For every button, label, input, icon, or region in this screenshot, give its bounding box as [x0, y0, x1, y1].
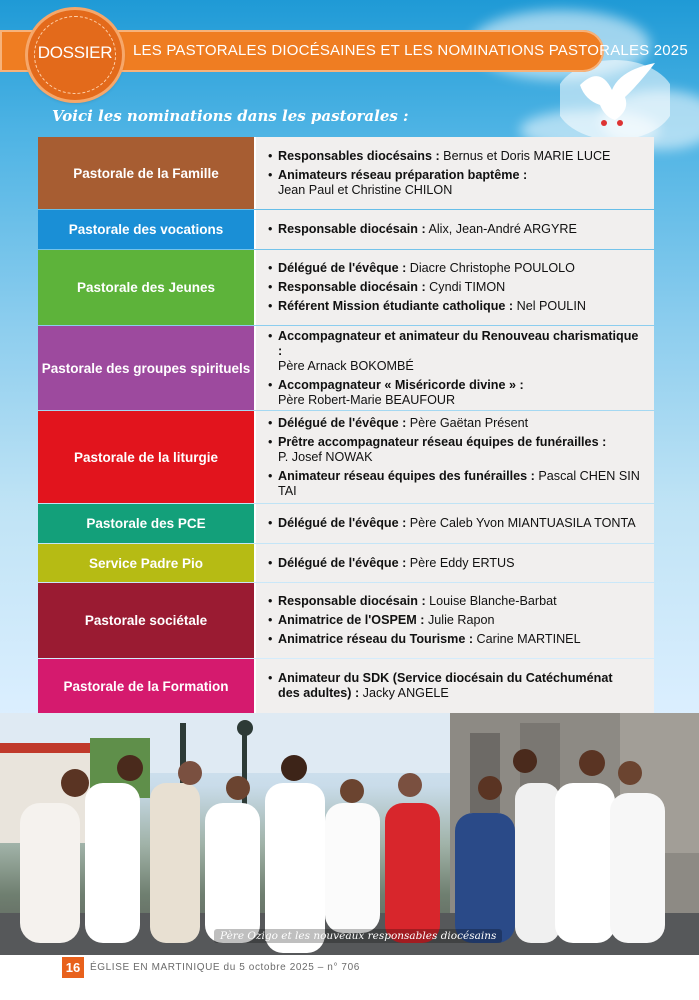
role-label: Accompagnateur et animateur du Renouveau charismatique : [278, 328, 639, 358]
person-name: Nel POULIN [513, 299, 586, 313]
nomination-item [268, 516, 644, 531]
table-row [38, 210, 654, 249]
nomination-item [268, 435, 644, 465]
nomination-details [256, 210, 654, 249]
group-photo-scene [0, 713, 699, 955]
pastorale-name: Service Padre Pio [38, 544, 256, 582]
role-label: Animatrice réseau du Tourisme : [278, 632, 474, 646]
person-name: Bernus et Doris MARIE LUCE [439, 148, 611, 163]
table-row [38, 659, 654, 713]
person-name: Jacky ANGELE [359, 686, 449, 700]
pastorale-name: Pastorale de la Famille [38, 137, 256, 209]
dossier-title: LES PASTORALES DIOCÉSAINES ET LES NOMINATIONS PASTORALES 2025 [133, 42, 688, 59]
nomination-item [268, 329, 644, 374]
person-name: Louise Blanche-Barbat [425, 594, 557, 608]
dossier-badge [28, 10, 122, 100]
nomination-details [256, 659, 654, 713]
person-name: Père Gaëtan Présent [406, 415, 529, 430]
role-label: des adultes) : [278, 686, 360, 700]
pastorale-name: Pastorale de la liturgie [38, 411, 256, 503]
role-label: Prêtre accompagnateur réseau équipes de funérailles : [278, 434, 607, 449]
person-name: Père Robert-Marie BEAUFOUR [278, 392, 456, 407]
role-label: Animateurs réseau préparation baptême : [278, 167, 528, 182]
nomination-item [268, 149, 644, 164]
person-name: Pascal CHEN SIN TAI [278, 468, 640, 498]
role-label: Animateur du SDK (Service diocésain du Catéchuménat [278, 671, 613, 685]
table-row [38, 250, 654, 325]
role-label: Délégué de l'évêque : [278, 555, 407, 570]
pastorale-name: Pastorale de la Formation [38, 659, 256, 713]
nomination-item [268, 632, 644, 647]
photo-caption: Père Ozigo et les nouveaux responsables diocésains [214, 929, 502, 943]
pastorale-name: Pastorale des groupes spirituels [38, 326, 256, 410]
nomination-details [256, 137, 654, 209]
role-label: Accompagnateur « Miséricorde divine » : [278, 377, 524, 392]
table-row [38, 411, 654, 503]
nomination-item [268, 222, 644, 237]
role-label: Responsable diocésain : [278, 222, 426, 236]
person-name: Jean Paul et Christine CHILON [278, 182, 453, 197]
person-name: Alix, Jean-André ARGYRE [425, 222, 577, 236]
page-number: 16 [62, 957, 84, 978]
nomination-item [268, 168, 644, 198]
nomination-details [256, 504, 654, 543]
person-name: Père Caleb Yvon MIANTUASILA TONTA [406, 516, 636, 530]
nomination-details [256, 544, 654, 582]
nomination-item-continuation [278, 686, 644, 701]
table-row [38, 583, 654, 658]
person-name: Père Arnack BOKOMBÉ [278, 358, 414, 373]
nomination-item [268, 299, 644, 314]
nomination-item [268, 378, 644, 408]
role-label: Responsables diocésains : [278, 148, 440, 163]
nomination-item [268, 671, 644, 701]
role-label: Délégué de l'évêque : [278, 516, 407, 530]
table-row [38, 326, 654, 410]
role-label: Responsable diocésain : [278, 594, 426, 608]
table-row [38, 544, 654, 582]
role-label: Délégué de l'évêque : [278, 415, 407, 430]
person-name: P. Josef NOWAK [278, 449, 373, 464]
person-name: Père Eddy ERTUS [406, 555, 515, 570]
nomination-item [268, 416, 644, 431]
intro-heading: Voici les nominations dans les pastorales : [52, 107, 409, 125]
nomination-item [268, 594, 644, 609]
role-label: Référent Mission étudiante catholique : [278, 299, 514, 313]
nomination-details [256, 250, 654, 325]
publication-info: ÉGLISE EN MARTINIQUE du 5 octobre 2025 – n° 706 [90, 962, 360, 973]
pastorale-name: Pastorale des vocations [38, 210, 256, 249]
nomination-details [256, 411, 654, 503]
nomination-details [256, 326, 654, 410]
pastorale-name: Pastorale des Jeunes [38, 250, 256, 325]
table-row [38, 137, 654, 209]
nomination-item [268, 613, 644, 628]
pastorale-name: Pastorale des PCE [38, 504, 256, 543]
person-name: Julie Rapon [424, 613, 495, 627]
nomination-item [268, 556, 644, 571]
group-photo [0, 713, 699, 955]
table-row [38, 504, 654, 543]
nomination-item [268, 469, 644, 499]
role-label: Animateur réseau équipes des funérailles : [278, 468, 535, 483]
role-label: Délégué de l'évêque : [278, 261, 407, 275]
dossier-badge-label: DOSSIER [37, 43, 113, 62]
nomination-item [268, 280, 644, 295]
nomination-item [268, 261, 644, 276]
pastorale-name: Pastorale sociétale [38, 583, 256, 658]
nomination-details [256, 583, 654, 658]
role-label: Responsable diocésain : [278, 280, 426, 294]
role-label: Animatrice de l'OSPEM : [278, 613, 425, 627]
person-name: Carine MARTINEL [473, 632, 581, 646]
person-name: Diacre Christophe POULOLO [406, 261, 575, 275]
person-name: Cyndi TIMON [425, 280, 506, 294]
